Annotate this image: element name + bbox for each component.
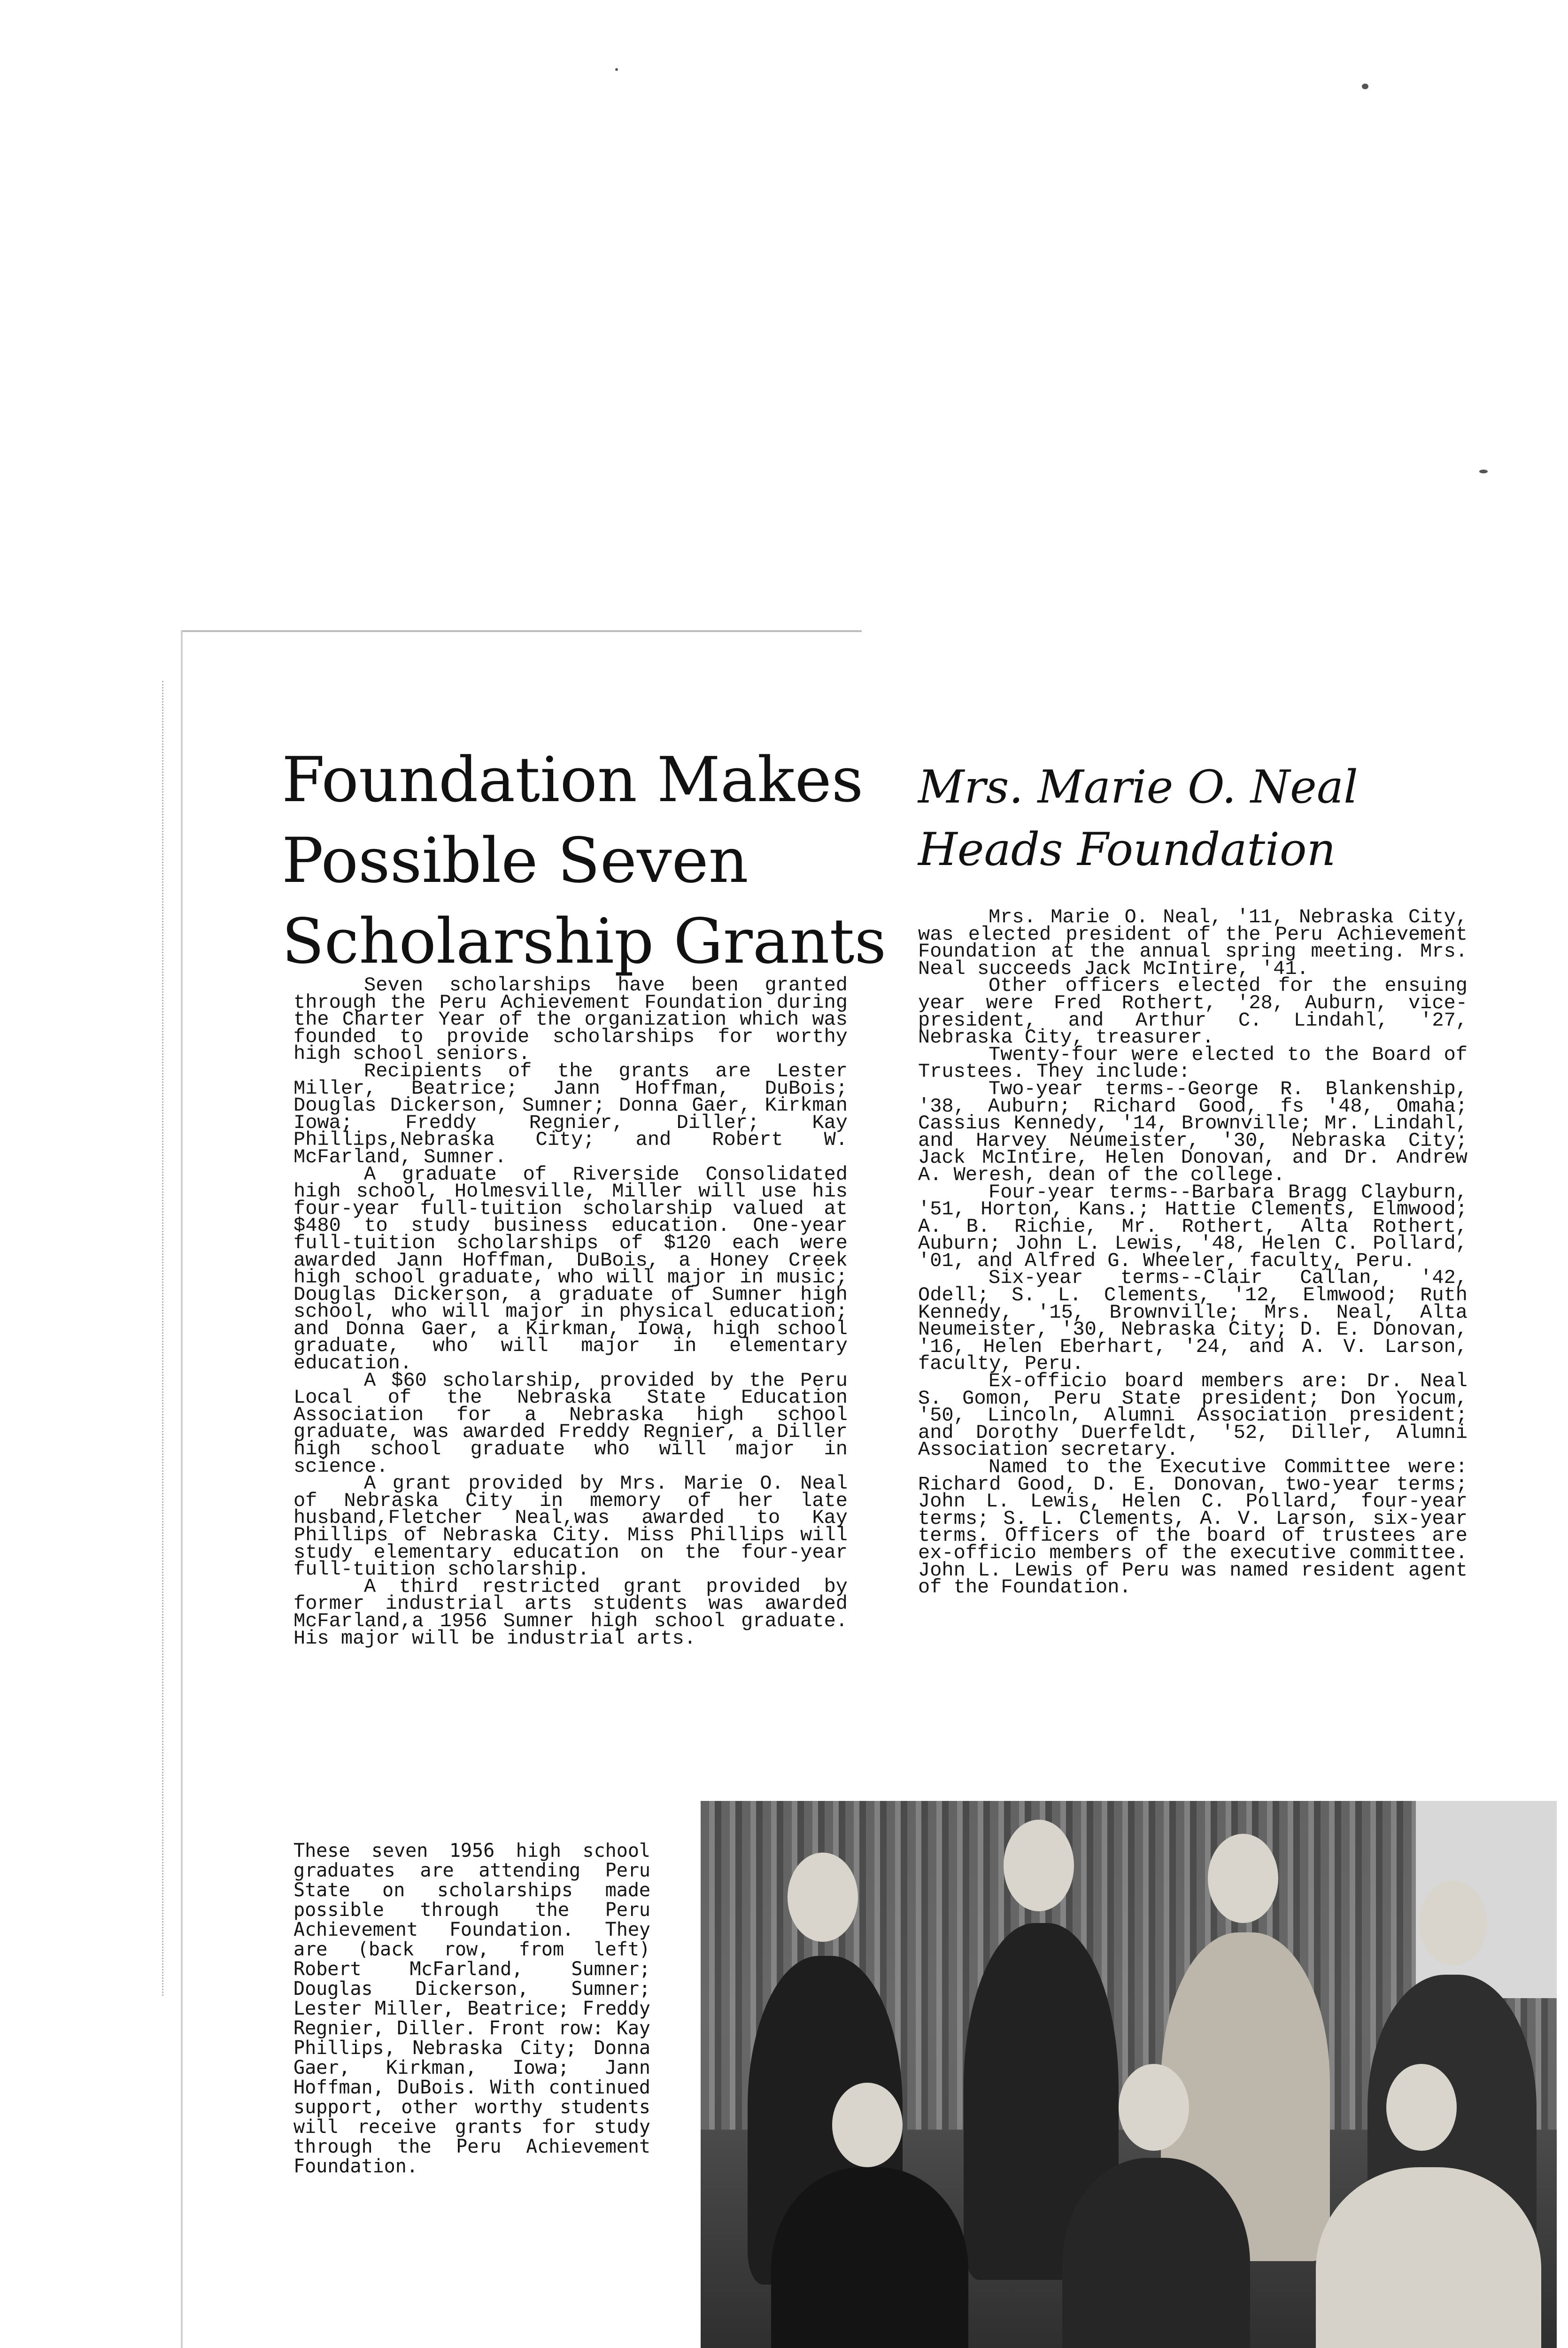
right-paragraph: Six-year terms--Clair Callan, '42, Odell; S. L. Clements, '12, Elmwood; Ruth Kennedy, '15, Brownville; Mrs. Neal, Alta Neumeister, '30, Nebraska City; D. E. Donovan, '16, Helen Eberhart, '24, and A. V. Larson, faculty, Peru.	[918, 1267, 1468, 1375]
left-paragraph: A third restricted grant provided by former industrial arts students was awarded McFarland,a 1956 Sumner high school graduate. His major will be industrial arts.	[294, 1575, 848, 1650]
left-paragraph: A grant provided by Mrs. Marie O. Neal of Nebraska City in memory of her late husband,Fletcher Neal,was awarded to Kay Phillips of Nebraska City. Miss Phillips will study elementary education on the four-year full-tuition scholarship.	[294, 1472, 848, 1581]
left-headline-line: Scholarship Grants	[282, 905, 887, 978]
photo-head	[1419, 1881, 1487, 1965]
right-paragraph: Two-year terms--George R. Blankenship, '38, Auburn; Richard Good, fs '48, Omaha; Cassius Kennedy, '14, Brownville; Mr. Lindahl, and Harvey Neumeister, '30, Nebraska City; Jack McIntire, Helen Donovan, and Dr. Andrew A. Weresh, dean of the college.	[918, 1077, 1468, 1186]
scan-speck	[1362, 84, 1368, 89]
photo-head	[1119, 2064, 1189, 2151]
right-headline	[918, 756, 1358, 881]
photo-caption: These seven 1956 high school graduates are attending Peru State on scholarships made possible through the Peru Achievement Foundation. They are (back row, from left) Robert McFarland, Sumner; Douglas Dickerson, Sumner; Lester Miller, Beatrice; Freddy Regnier, Diller. Front row: Kay Phillips, Nebraska City; Donna Gaer, Kirkman, Iowa; Jann Hoffman, DuBois. With continued support, other worthy students will receive grants for study through the Peru Achievement Foundation.	[294, 1840, 650, 2177]
photo-person-front-3	[1316, 2167, 1541, 2348]
left-paragraph: A graduate of Riverside Consolidated high school, Holmesville, Miller will use his four-year full-tuition scholarship valued at $480 to study business education. One-year full-tuition scholarships of $120 each were awarded Jann Hoffman, DuBois, a Honey Creek high school graduate, who will major in music; Douglas Dickerson, a graduate of Sumner high school, who will major in physical education; and Donna Gaer, a Kirkman, Iowa, high school graduate, who will major in elementary education.	[294, 1163, 848, 1375]
photo-person-front-2	[1062, 2158, 1250, 2348]
photo-person-front-1	[771, 2167, 968, 2348]
left-headline-line: Foundation Makes	[282, 744, 864, 816]
clipping-top-border	[181, 630, 862, 632]
margin-scribble	[162, 681, 210, 1996]
left-article-body	[294, 974, 848, 1650]
photo-head	[788, 1853, 858, 1942]
right-paragraph: Named to the Executive Committee were: Richard Good, D. E. Donovan, two-year terms; John L. Lewis, Helen C. Pollard, four-year terms; S. L. Clements, A. V. Larson, six-year terms. Officers of the board of trustees are ex-officio members of the executive committee. John L. Lewis of Peru was named resident agent of the Foundation.	[918, 1456, 1468, 1599]
scan-speck	[1479, 470, 1488, 473]
right-paragraph: Four-year terms--Barbara Bragg Clayburn, '51, Horton, Kans.; Hattie Clements, Elmwood; A. B. Richie, Mr. Rothert, Alta Rothert, Auburn; John L. Lewis, '48, Helen C. Pollard, '01, and Alfred G. Wheeler, faculty, Peru.	[918, 1181, 1468, 1272]
right-article-body	[918, 906, 1468, 1599]
right-paragraph: Mrs. Marie O. Neal, '11, Nebraska City, was elected president of the Peru Achievement Foundation at the annual spring meeting. Mrs. Neal succeeds Jack McIntire, '41.	[918, 906, 1468, 980]
right-paragraph: Twenty-four were elected to the Board of Trustees. They include:	[918, 1043, 1468, 1083]
left-paragraph: Seven scholarships have been granted through the Peru Achievement Foundation during the Charter Year of the organization which was founded to provide scholarships for worthy high school seniors.	[294, 974, 848, 1066]
photo-head	[832, 2083, 903, 2167]
photo-head	[1004, 1820, 1074, 1911]
left-paragraph: A $60 scholarship, provided by the Peru Local of the Nebraska State Education Association for a Nebraska high school graduate, was awarded Freddy Regnier, a Diller high school graduate who will major in science.	[294, 1369, 848, 1478]
photo-head	[1208, 1834, 1278, 1923]
right-paragraph: Ex-officio board members are: Dr. Neal S. Gomon, Peru State president; Don Yocum, '50, Lincoln, Alumni Association president; and Dorothy Duerfeldt, '52, Diller, Alumni Association secretary.	[918, 1370, 1468, 1461]
right-headline-line: Heads Foundation	[918, 823, 1336, 876]
photo-head	[1386, 2064, 1457, 2151]
right-headline-line: Mrs. Marie O. Neal	[918, 761, 1358, 813]
scan-speck	[615, 68, 618, 71]
group-photo	[701, 1801, 1557, 2348]
left-headline	[282, 740, 886, 982]
left-paragraph: Recipients of the grants are Lester Miller, Beatrice; Jann Hoffman, DuBois; Douglas Dickerson, Sumner; Donna Gaer, Kirkman Iowa; Freddy Regnier, Diller; Kay Phillips,Nebraska City; and Robert W. McFarland, Sumner.	[294, 1059, 848, 1168]
right-paragraph: Other officers elected for the ensuing year were Fred Rothert, '28, Auburn, vice-president, and Arthur C. Lindahl, '27, Nebraska City, treasurer.	[918, 974, 1468, 1049]
left-headline-line: Possible Seven	[282, 825, 749, 897]
